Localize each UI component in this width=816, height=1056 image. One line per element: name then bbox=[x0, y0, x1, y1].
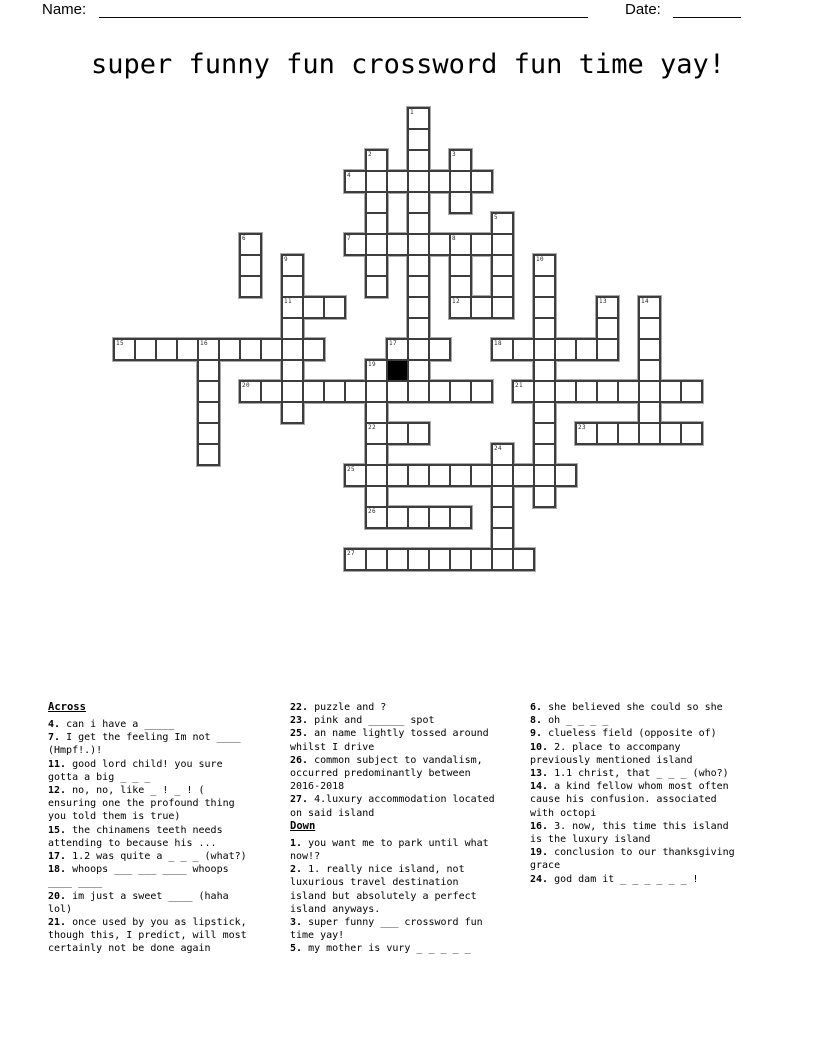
puzzle-title: super funny fun crossword fun time yay! bbox=[91, 49, 725, 80]
grid-cell[interactable] bbox=[386, 506, 409, 529]
grid-cell[interactable] bbox=[407, 506, 430, 529]
grid-cell[interactable] bbox=[302, 338, 325, 361]
clues-column-2 bbox=[290, 701, 496, 956]
grid-cell[interactable] bbox=[365, 464, 388, 487]
clue-number: 10. bbox=[530, 741, 549, 753]
clue-item-16: 16. 3. now, this time this island is the luxury island bbox=[530, 820, 729, 846]
grid-cell[interactable] bbox=[449, 275, 472, 298]
down-clues-part2 bbox=[530, 701, 736, 886]
grid-cell[interactable] bbox=[260, 338, 283, 361]
clues-column-3 bbox=[530, 701, 736, 886]
cell-number: 24 bbox=[494, 445, 503, 452]
clue-item-6: 6. she believed she could so she bbox=[530, 702, 723, 713]
cell-number: 19 bbox=[368, 361, 377, 368]
cell-number: 15 bbox=[116, 340, 125, 347]
grid-cell[interactable] bbox=[596, 317, 619, 340]
cell-number: 4 bbox=[347, 172, 352, 179]
clue-item-19: 19. conclusion to our thanksgiving grace bbox=[530, 847, 735, 872]
grid-cell[interactable] bbox=[386, 464, 409, 487]
cell-number: 1 bbox=[410, 109, 415, 116]
grid-cell[interactable] bbox=[491, 506, 514, 529]
grid-cell[interactable] bbox=[449, 254, 472, 277]
clue-item-1: 1. you want me to park until what now!? bbox=[290, 837, 489, 863]
grid-cell[interactable] bbox=[533, 443, 556, 466]
clue-number: 13. bbox=[530, 768, 549, 780]
grid-cell[interactable] bbox=[407, 338, 430, 361]
grid-cell[interactable] bbox=[365, 548, 388, 571]
clue-number: 24. bbox=[530, 873, 549, 885]
grid-cell[interactable] bbox=[365, 233, 388, 256]
grid-cell[interactable] bbox=[554, 380, 577, 403]
grid-cell[interactable] bbox=[197, 443, 220, 466]
clue-item-12: 12. no, no, like _ ! _ ! ( ensuring one the profound thing you told them is true) bbox=[48, 785, 235, 823]
grid-cell[interactable] bbox=[407, 191, 430, 214]
clue-number: 8. bbox=[530, 715, 543, 727]
blocked-cell bbox=[386, 359, 409, 382]
clue-number: 12. bbox=[48, 785, 67, 797]
name-fill-line bbox=[99, 0, 588, 18]
grid-cell[interactable] bbox=[239, 254, 262, 277]
cell-number: 27 bbox=[347, 550, 356, 557]
grid-cell[interactable] bbox=[533, 338, 556, 361]
clue-item-8: 8. oh _ _ _ _ bbox=[530, 715, 609, 727]
grid-cell[interactable] bbox=[680, 380, 703, 403]
grid-cell[interactable] bbox=[281, 317, 304, 340]
grid-cell[interactable] bbox=[470, 464, 493, 487]
grid-cell[interactable] bbox=[407, 233, 430, 256]
clue-item-22: 22. puzzle and ? bbox=[290, 702, 387, 713]
grid-cell[interactable] bbox=[512, 464, 535, 487]
grid-cell[interactable] bbox=[407, 317, 430, 340]
grid-cell[interactable] bbox=[197, 401, 220, 424]
clue-item-3: 3. super funny ___ crossword fun time yay! bbox=[290, 917, 483, 942]
clue-number: 20. bbox=[48, 890, 67, 902]
cell-number: 16 bbox=[200, 340, 209, 347]
grid-cell[interactable] bbox=[386, 170, 409, 193]
grid-cell[interactable] bbox=[281, 401, 304, 424]
grid-cell[interactable] bbox=[365, 485, 388, 508]
grid-cell[interactable] bbox=[512, 338, 535, 361]
grid-cell[interactable] bbox=[365, 380, 388, 403]
clue-item-5: 5. my mother is vury _ _ _ _ _ bbox=[290, 943, 471, 955]
grid-cell[interactable] bbox=[428, 380, 451, 403]
clue-number: 5. bbox=[290, 943, 303, 955]
grid-cell[interactable] bbox=[281, 380, 304, 403]
clue-item-7: 7. I get the feeling Im not ____ (Hmpf!.)! bbox=[48, 732, 241, 757]
grid-cell[interactable] bbox=[470, 380, 493, 403]
grid-cell[interactable] bbox=[491, 233, 514, 256]
grid-cell[interactable] bbox=[470, 296, 493, 319]
grid-cell[interactable] bbox=[512, 548, 535, 571]
clue-number: 16. bbox=[530, 820, 549, 832]
clue-item-2: 2. 1. really nice island, not luxurious travel destination island but absolutely a perfect island anyways. bbox=[290, 864, 477, 915]
grid-cell[interactable] bbox=[260, 380, 283, 403]
clue-item-9: 9. clueless field (opposite of) bbox=[530, 728, 717, 740]
grid-cell[interactable] bbox=[470, 170, 493, 193]
clue-item-11: 11. good lord child! you sure gotta a big _ _ _ bbox=[48, 758, 223, 783]
grid-cell[interactable] bbox=[449, 506, 472, 529]
grid-cell[interactable] bbox=[449, 548, 472, 571]
clue-number: 9. bbox=[530, 728, 543, 740]
cell-number: 17 bbox=[389, 340, 398, 347]
clue-item-20: 20. im just a sweet ____ (haha lol) bbox=[48, 890, 229, 915]
grid-cell[interactable] bbox=[659, 380, 682, 403]
grid-cell[interactable] bbox=[407, 275, 430, 298]
clue-item-24: 24. god dam it _ _ _ _ _ _ ! bbox=[530, 873, 699, 885]
grid-cell[interactable] bbox=[428, 338, 451, 361]
clue-number: 4. bbox=[48, 719, 61, 730]
grid-cell[interactable] bbox=[407, 212, 430, 235]
clue-item-14: 14. a kind fellow whom most often cause his confusion. associated with octopi bbox=[530, 781, 729, 819]
clue-item-21: 21. once used by you as lipstick, though this, I predict, will most certainly not be done again bbox=[48, 917, 247, 955]
grid-cell[interactable] bbox=[638, 317, 661, 340]
grid-cell[interactable] bbox=[365, 443, 388, 466]
grid-cell[interactable] bbox=[533, 359, 556, 382]
grid-cell[interactable] bbox=[281, 338, 304, 361]
grid-cell[interactable] bbox=[407, 170, 430, 193]
grid-cell[interactable] bbox=[491, 296, 514, 319]
grid-cell[interactable] bbox=[638, 359, 661, 382]
grid-cell[interactable] bbox=[491, 527, 514, 550]
grid-cell[interactable] bbox=[638, 380, 661, 403]
clue-item-25: 25. an name lightly tossed around whilst I drive bbox=[290, 728, 489, 753]
clue-number: 1. bbox=[290, 837, 303, 849]
grid-cell[interactable] bbox=[407, 128, 430, 151]
grid-cell[interactable] bbox=[533, 464, 556, 487]
grid-cell[interactable] bbox=[428, 233, 451, 256]
grid-cell[interactable] bbox=[596, 380, 619, 403]
grid-cell[interactable] bbox=[386, 233, 409, 256]
clue-number: 21. bbox=[48, 917, 67, 929]
date-fill-line bbox=[673, 0, 741, 18]
grid-cell[interactable] bbox=[428, 506, 451, 529]
grid-cell[interactable] bbox=[407, 422, 430, 445]
grid-cell[interactable] bbox=[554, 338, 577, 361]
grid-cell[interactable] bbox=[428, 548, 451, 571]
cell-number: 26 bbox=[368, 508, 377, 515]
across-clues-part2 bbox=[290, 701, 496, 820]
down-header: Down bbox=[290, 819, 316, 832]
clue-number: 18. bbox=[48, 864, 67, 876]
grid-cell[interactable] bbox=[281, 275, 304, 298]
grid-cell[interactable] bbox=[533, 485, 556, 508]
cell-number: 3 bbox=[452, 151, 457, 158]
grid-cell[interactable] bbox=[407, 149, 430, 172]
grid-cell[interactable] bbox=[134, 338, 157, 361]
date-label: Date: bbox=[625, 1, 661, 18]
clue-number: 23. bbox=[290, 715, 309, 727]
grid-cell[interactable] bbox=[470, 548, 493, 571]
grid-cell[interactable] bbox=[407, 464, 430, 487]
clue-number: 19. bbox=[530, 847, 549, 859]
clue-item-26: 26. common subject to vandalism, occurred predominantly between 2016-2018 bbox=[290, 754, 483, 793]
cell-number: 18 bbox=[494, 340, 503, 347]
grid-cell[interactable] bbox=[407, 548, 430, 571]
grid-cell[interactable] bbox=[239, 338, 262, 361]
grid-cell[interactable] bbox=[197, 359, 220, 382]
cell-number: 5 bbox=[494, 214, 499, 221]
grid-cell[interactable] bbox=[197, 422, 220, 445]
cell-number: 14 bbox=[641, 298, 650, 305]
grid-cell[interactable] bbox=[596, 338, 619, 361]
grid-cell[interactable] bbox=[617, 422, 640, 445]
grid-cell[interactable] bbox=[302, 296, 325, 319]
grid-cell[interactable] bbox=[554, 464, 577, 487]
grid-cell[interactable] bbox=[365, 275, 388, 298]
cell-number: 22 bbox=[368, 424, 377, 431]
down-clues-part1 bbox=[290, 837, 496, 956]
clue-number: 14. bbox=[530, 781, 549, 793]
grid-cell[interactable] bbox=[491, 485, 514, 508]
clue-number: 3. bbox=[290, 917, 303, 929]
grid-cell[interactable] bbox=[365, 170, 388, 193]
grid-cell[interactable] bbox=[575, 380, 598, 403]
cell-number: 2 bbox=[368, 151, 373, 158]
clue-number: 7. bbox=[48, 732, 61, 744]
grid-cell[interactable] bbox=[281, 359, 304, 382]
grid-cell[interactable] bbox=[407, 380, 430, 403]
clue-item-23: 23. pink and ______ spot bbox=[290, 715, 435, 727]
cell-number: 10 bbox=[536, 256, 545, 263]
grid-cell[interactable] bbox=[428, 170, 451, 193]
clue-item-18: 18. whoops ___ ___ ____ whoops ____ ____ bbox=[48, 864, 229, 889]
grid-cell[interactable] bbox=[386, 548, 409, 571]
grid-cell[interactable] bbox=[617, 380, 640, 403]
grid-cell[interactable] bbox=[323, 380, 346, 403]
clue-item-27: 27. 4.luxury accommodation located on said island bbox=[290, 794, 495, 819]
clue-number: 2. bbox=[290, 864, 303, 876]
cell-number: 23 bbox=[578, 424, 587, 431]
grid-cell[interactable] bbox=[239, 275, 262, 298]
grid-cell[interactable] bbox=[533, 422, 556, 445]
grid-cell[interactable] bbox=[638, 401, 661, 424]
grid-cell[interactable] bbox=[659, 422, 682, 445]
across-clues-part1 bbox=[48, 718, 254, 956]
grid-cell[interactable] bbox=[365, 254, 388, 277]
clue-number: 11. bbox=[48, 758, 67, 770]
clue-item-13: 13. 1.1 christ, that _ _ _ (who?) bbox=[530, 768, 729, 780]
clue-number: 27. bbox=[290, 794, 309, 806]
grid-cell[interactable] bbox=[533, 317, 556, 340]
grid-cell[interactable] bbox=[491, 254, 514, 277]
clue-item-17: 17. 1.2 was quite a _ _ _ (what?) bbox=[48, 851, 247, 863]
grid-cell[interactable] bbox=[449, 380, 472, 403]
cell-number: 9 bbox=[284, 256, 289, 263]
clue-number: 6. bbox=[530, 702, 543, 713]
grid-cell[interactable] bbox=[197, 380, 220, 403]
clue-number: 17. bbox=[48, 851, 67, 863]
cell-number: 6 bbox=[242, 235, 247, 242]
cell-number: 25 bbox=[347, 466, 356, 473]
clues-column-1 bbox=[48, 701, 254, 956]
cell-number: 20 bbox=[242, 382, 251, 389]
grid-cell[interactable] bbox=[407, 359, 430, 382]
cell-number: 11 bbox=[284, 298, 293, 305]
clue-item-4: 4. can i have a _____ bbox=[48, 719, 175, 730]
grid-cell[interactable] bbox=[596, 422, 619, 445]
grid-cell[interactable] bbox=[428, 464, 451, 487]
grid-cell[interactable] bbox=[386, 380, 409, 403]
grid-cell[interactable] bbox=[575, 338, 598, 361]
grid-cell[interactable] bbox=[533, 401, 556, 424]
grid-cell[interactable] bbox=[449, 170, 472, 193]
grid-cell[interactable] bbox=[533, 380, 556, 403]
cell-number: 21 bbox=[515, 382, 524, 389]
grid-cell[interactable] bbox=[638, 338, 661, 361]
grid-cell[interactable] bbox=[407, 254, 430, 277]
grid-cell[interactable] bbox=[407, 296, 430, 319]
grid-cell[interactable] bbox=[302, 380, 325, 403]
grid-cell[interactable] bbox=[365, 212, 388, 235]
name-label: Name: bbox=[42, 1, 87, 18]
grid-cell[interactable] bbox=[449, 191, 472, 214]
grid-cell[interactable] bbox=[491, 464, 514, 487]
grid-cell[interactable] bbox=[470, 233, 493, 256]
grid-cell[interactable] bbox=[491, 548, 514, 571]
grid-cell[interactable] bbox=[386, 422, 409, 445]
grid-cell[interactable] bbox=[491, 275, 514, 298]
clue-item-10: 10. 2. place to accompany previously mentioned island bbox=[530, 741, 693, 766]
grid-cell[interactable] bbox=[533, 296, 556, 319]
grid-cell[interactable] bbox=[218, 338, 241, 361]
grid-cell[interactable] bbox=[365, 191, 388, 214]
grid-cell[interactable] bbox=[638, 422, 661, 445]
clue-number: 25. bbox=[290, 728, 309, 740]
cell-number: 12 bbox=[452, 298, 461, 305]
cell-number: 7 bbox=[347, 235, 352, 242]
grid-cell[interactable] bbox=[323, 296, 346, 319]
grid-cell[interactable] bbox=[449, 464, 472, 487]
grid-cell[interactable] bbox=[176, 338, 199, 361]
grid-cell[interactable] bbox=[155, 338, 178, 361]
clue-number: 15. bbox=[48, 824, 67, 836]
grid-cell[interactable] bbox=[365, 401, 388, 424]
cell-number: 13 bbox=[599, 298, 608, 305]
clue-item-15: 15. the chinamens teeth needs attending to because his ... bbox=[48, 824, 223, 849]
grid-cell[interactable] bbox=[680, 422, 703, 445]
clue-number: 26. bbox=[290, 754, 309, 766]
grid-cell[interactable] bbox=[533, 275, 556, 298]
clue-number: 22. bbox=[290, 702, 309, 713]
across-header: Across bbox=[48, 701, 86, 713]
cell-number: 8 bbox=[452, 235, 457, 242]
grid-cell[interactable] bbox=[344, 380, 367, 403]
